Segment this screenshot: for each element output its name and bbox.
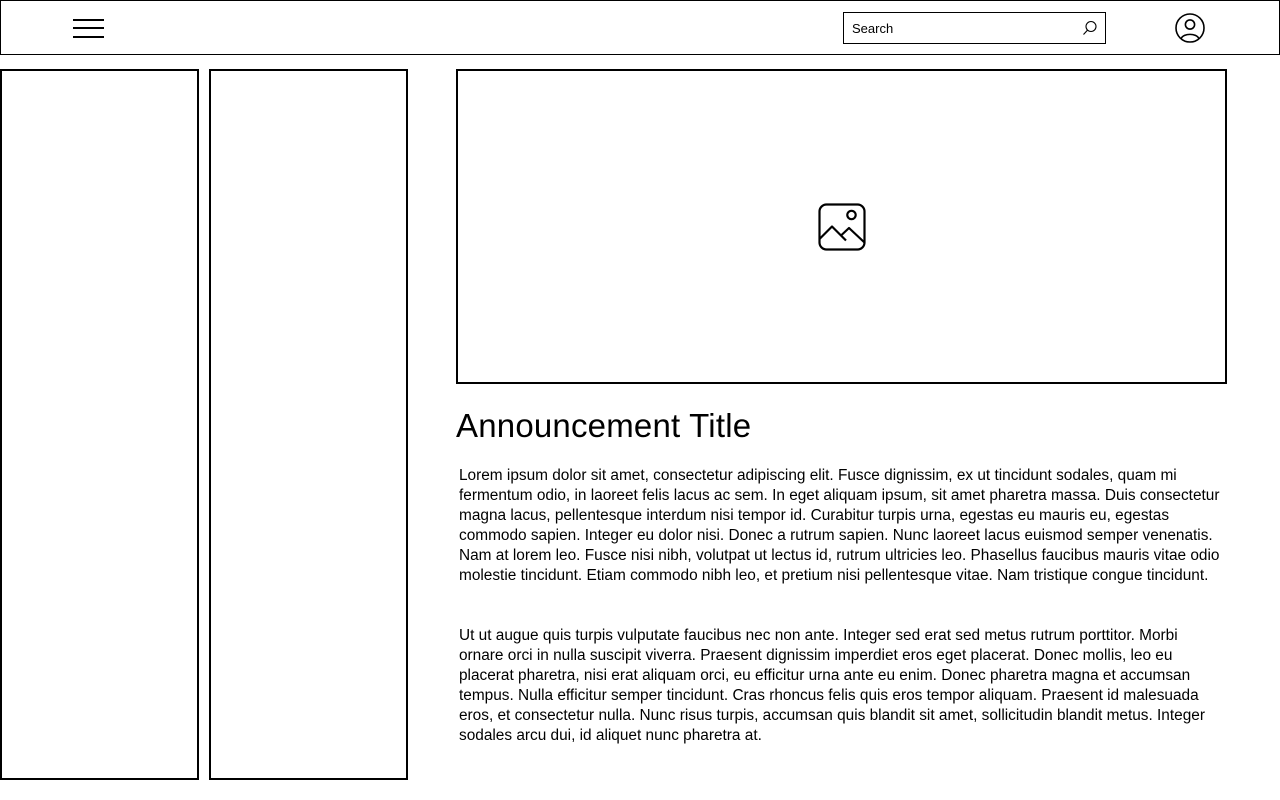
hamburger-menu-icon[interactable] <box>73 17 104 39</box>
image-placeholder-icon <box>818 203 866 251</box>
search-bar[interactable] <box>843 12 1106 44</box>
sidebar-panel-right <box>209 69 408 780</box>
sidebar-panel-left <box>0 69 199 780</box>
hero-image-placeholder <box>456 69 1227 384</box>
page-title: Announcement Title <box>456 407 752 444</box>
search-input[interactable] <box>844 13 1082 43</box>
article-paragraph: Ut ut augue quis turpis vulputate faucibus nec non ante. Integer sed erat sed metus rutrum porttitor. Morbi ornare orci in nulla suscipit viverra. Praesent dignissim imperdiet eros eget placerat. Donec mollis, leo eu placerat pharetra, nisi erat aliquam orci, eu efficitur urna ante eu enim. Donec pharetra magna et accumsan tempus. Nulla efficitur semper tincidunt. Cras rhoncus felis quis eros tempor aliquam. Praesent id malesuada eros, et consectetur nulla. Nunc risus turpis, accumsan quis blandit sit amet, sollicitudin blandit metus. Integer sodales arcu dui, id aliquet nunc pharetra at. <box>459 627 1205 744</box>
user-avatar-icon[interactable] <box>1174 12 1206 44</box>
search-icon[interactable] <box>1081 19 1099 37</box>
article-paragraph: Lorem ipsum dolor sit amet, consectetur adipiscing elit. Fusce dignissim, ex ut tincidunt sodales, quam mi fermentum odio, in laoreet felis lacus ac sem. In eget aliquam ipsum, sit amet pharetra massa. Duis consectetur magna lacus, pellentesque interdum nisi tempor id. Curabitur turpis urna, egestas eu mauris eu, egestas commodo sapien. Integer eu dolor nisi. Donec a rutrum sapien. Nunc laoreet lacus euismod semper venenatis. Nam at lorem leo. Fusce nisi nibh, volutpat ut lectus id, rutrum ultricies leo. Phasellus faucibus mauris vitae odio molestie tincidunt. Etiam commodo nibh leo, et pretium nisi pellentesque vitae. Nam tristique congue tincidunt. <box>459 467 1220 584</box>
top-bar <box>0 0 1280 55</box>
